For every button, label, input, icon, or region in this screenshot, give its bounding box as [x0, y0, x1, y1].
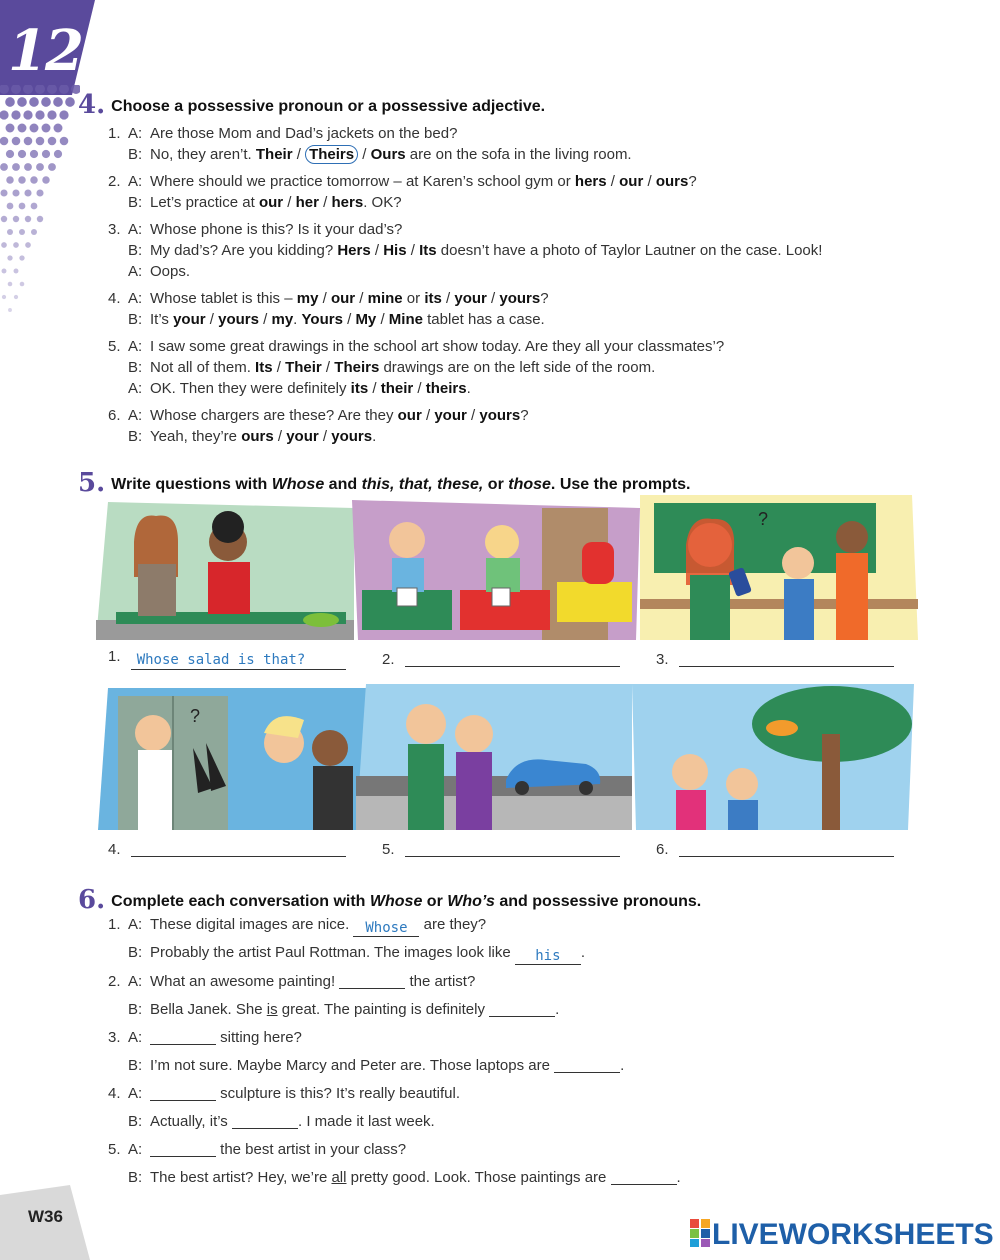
pattern-dot	[6, 124, 15, 133]
choice-option[interactable]: hers	[331, 194, 364, 211]
pattern-dot	[12, 137, 21, 146]
sentence-text: Complete each conversation with	[111, 893, 370, 910]
sentence-text: Where should we practice tomorrow – at Karen’s school gym or	[150, 173, 575, 190]
sentence-text: the best artist in your class?	[216, 1141, 407, 1158]
sentence-text: The best artist? Hey, we’re	[150, 1169, 332, 1186]
exercise-line	[108, 125, 457, 142]
picture-5-toy-car	[356, 684, 632, 830]
pattern-dot	[23, 85, 33, 94]
choice-option[interactable]: my	[271, 311, 294, 328]
choice-option[interactable]: our	[619, 173, 644, 190]
answer-3-number: 3.	[656, 651, 669, 668]
sentence-text: Whose	[271, 476, 325, 493]
sentence-text: Whose tablet is this –	[150, 290, 297, 307]
sentence-text: /	[370, 242, 384, 259]
picture-6-cat-in-tree	[632, 684, 914, 830]
speaker-label: B:	[128, 1113, 143, 1130]
sentence-text: pretty good. Look. Those paintings are	[346, 1169, 611, 1186]
pattern-dot	[14, 269, 19, 274]
answer-4-input[interactable]	[131, 838, 346, 857]
pattern-dot	[0, 137, 8, 146]
sentence-text: /	[406, 242, 420, 259]
pattern-dot	[19, 255, 24, 260]
choice-option[interactable]: Its	[255, 359, 273, 376]
sentence-text: /	[321, 359, 335, 376]
sentence-text: Write questions with	[111, 476, 272, 493]
pattern-dot	[35, 110, 44, 119]
exercise-line	[108, 944, 585, 965]
item-number: 5.	[108, 1141, 121, 1158]
exercise-line	[108, 1168, 681, 1186]
logo-text: LIVEWORKSHEETS	[712, 1218, 994, 1251]
speaker-label: A:	[128, 263, 143, 280]
speaker-label: B:	[128, 428, 143, 445]
pattern-dot	[53, 97, 63, 107]
pattern-dot	[0, 163, 8, 171]
sentence-text: /	[283, 194, 296, 211]
choice-option[interactable]: yours	[331, 428, 373, 445]
choice-option[interactable]: My	[355, 311, 377, 328]
exercise-line	[108, 311, 545, 328]
choice-option[interactable]: her	[295, 194, 319, 211]
item-number: 1.	[108, 125, 121, 142]
pattern-dot	[19, 203, 26, 210]
section-5-instruction	[111, 476, 690, 493]
speaker-label: B:	[128, 146, 143, 163]
pattern-dot	[65, 97, 75, 107]
speaker-label: B:	[128, 1001, 143, 1018]
pattern-dot	[42, 176, 49, 183]
choice-option[interactable]: ours	[655, 173, 689, 190]
pattern-dot	[2, 269, 7, 274]
speaker-label: B:	[128, 944, 143, 961]
exercise-line	[108, 146, 632, 163]
exercise-line	[108, 407, 529, 424]
pattern-dot	[41, 97, 51, 107]
sentence-text: Yeah, they’re	[150, 428, 242, 445]
speaker-label: A:	[128, 916, 143, 933]
sentence-text: .	[676, 1169, 681, 1186]
pattern-dot	[1, 216, 7, 222]
pattern-dot	[30, 124, 39, 133]
choice-option[interactable]: ours	[241, 428, 274, 445]
dot-pattern-decoration	[0, 85, 80, 320]
item-number: 3.	[108, 1029, 121, 1046]
answer-row-5	[382, 838, 620, 858]
sentence-text: .	[293, 311, 302, 328]
speaker-label: A:	[128, 973, 143, 990]
pattern-dot	[25, 242, 31, 248]
sentence-text: great. The painting is definitely	[277, 1001, 490, 1018]
sentence-text: . I made it last week.	[297, 1113, 435, 1130]
sentence-text: those	[508, 476, 551, 493]
pattern-dot	[12, 163, 20, 171]
speaker-label: B:	[128, 1057, 143, 1074]
choice-option[interactable]: Its	[419, 242, 437, 259]
speaker-label: A:	[128, 1085, 143, 1102]
sentence-text: I saw some great drawings in the school art show today. Are they all your classmates’?	[150, 338, 725, 355]
sentence-text: Whose phone is this? Is it your dad’s?	[150, 221, 403, 238]
picture-4-sneakers	[98, 688, 366, 830]
pattern-dot	[7, 255, 12, 260]
pattern-dot	[1, 242, 7, 248]
pattern-dot	[48, 163, 56, 171]
sentence-text: My dad’s? Are you kidding?	[150, 242, 338, 259]
sentence-text: /	[466, 407, 480, 424]
answer-blank[interactable]	[611, 1168, 677, 1185]
exercise-line	[108, 173, 697, 190]
pattern-dot	[54, 124, 63, 133]
choice-option[interactable]: your	[286, 428, 319, 445]
item-number: 4.	[108, 1085, 121, 1102]
exercise-line	[108, 428, 376, 445]
sentence-text: are on the sofa in the living room.	[405, 146, 632, 163]
sentence-text: Actually, it’s	[150, 1113, 232, 1130]
sentence-text: /	[421, 407, 435, 424]
sentence-text: ?	[540, 290, 549, 307]
speaker-label: B:	[128, 242, 143, 259]
pattern-dot	[13, 242, 19, 248]
sentence-text: /	[258, 311, 272, 328]
pattern-dot	[0, 85, 9, 94]
pattern-dot	[19, 229, 25, 235]
pattern-dot	[36, 189, 43, 196]
choice-option[interactable]: yours	[479, 407, 521, 424]
sentence-text: are they?	[419, 916, 487, 933]
exercise-line	[108, 242, 822, 259]
section-5-heading	[78, 468, 691, 498]
sentence-text: /	[441, 290, 455, 307]
section-5-number: 5.	[78, 468, 106, 498]
pattern-dot	[24, 189, 31, 196]
speaker-label: B:	[128, 359, 143, 376]
picture-2-classroom-desks	[352, 500, 640, 640]
pattern-dot	[25, 216, 31, 222]
item-number: 6.	[108, 407, 121, 424]
pattern-dot	[37, 216, 43, 222]
sentence-text: sculpture is this? It’s really beautiful.	[216, 1085, 461, 1102]
answer-blank[interactable]	[489, 1000, 555, 1017]
answer-1-input[interactable]: Whose salad is that?	[131, 652, 346, 670]
sentence-text: /	[376, 311, 389, 328]
speaker-label: A:	[128, 1029, 143, 1046]
answer-4-number: 4.	[108, 841, 121, 858]
pattern-dot	[20, 282, 25, 287]
exercise-line	[108, 1084, 460, 1102]
pattern-dot	[24, 163, 32, 171]
section-6-instruction	[111, 893, 701, 910]
choice-option[interactable]: theirs	[425, 380, 467, 397]
answer-row-1	[108, 648, 346, 670]
exercise-line	[108, 916, 486, 937]
sentence-text: I’m not sure. Maybe Marcy and Peter are. Those laptops are	[150, 1057, 555, 1074]
item-number: 5.	[108, 338, 121, 355]
choice-option[interactable]: your	[454, 290, 487, 307]
answer-row-3	[656, 648, 894, 668]
choice-option[interactable]: your	[173, 311, 206, 328]
logo-mark-icon	[690, 1219, 710, 1247]
answer-5-input[interactable]	[405, 838, 620, 857]
sentence-text: Who’s	[447, 893, 495, 910]
speaker-label: B:	[128, 194, 143, 211]
sentence-text: .	[555, 1001, 560, 1018]
choice-option[interactable]: Their	[285, 359, 322, 376]
exercise-line	[108, 338, 724, 355]
item-number: 3.	[108, 221, 121, 238]
sentence-text: /	[318, 194, 332, 211]
speaker-label: A:	[128, 125, 143, 142]
exercise-line	[108, 380, 471, 397]
sentence-text: is	[266, 1001, 278, 1018]
circled-choice[interactable]: Theirs	[305, 145, 358, 164]
pattern-dot	[48, 137, 57, 146]
choice-option[interactable]: its	[350, 380, 369, 397]
pattern-dot	[0, 189, 7, 196]
pattern-dot	[30, 176, 37, 183]
answer-blank[interactable]	[150, 1140, 216, 1157]
pattern-dot	[6, 150, 14, 158]
pattern-dot	[0, 110, 9, 119]
answer-blank[interactable]	[232, 1112, 298, 1129]
sentence-text: .	[580, 944, 586, 961]
choice-option[interactable]: yours	[499, 290, 541, 307]
pattern-dot	[30, 150, 38, 158]
item-number: 4.	[108, 290, 121, 307]
question-mark-3: ?	[758, 509, 769, 529]
exercise-line	[108, 1112, 435, 1130]
pattern-dot	[60, 137, 69, 146]
sentence-text: Whose	[369, 893, 423, 910]
sentence-text: doesn’t have a photo of Taylor Lautner on the case. Look!	[436, 242, 823, 259]
pattern-dot	[8, 282, 13, 287]
answer-blank[interactable]: his	[515, 948, 581, 965]
picture-3-phone	[640, 495, 918, 640]
pattern-dot	[29, 97, 39, 107]
pattern-dot	[36, 137, 45, 146]
sentence-text: /	[272, 359, 286, 376]
sentence-text: .	[466, 380, 471, 397]
pattern-dot	[5, 97, 15, 107]
choice-option[interactable]: my	[296, 290, 319, 307]
choice-option[interactable]: its	[424, 290, 442, 307]
sentence-text: OK. Then they were definitely	[150, 380, 351, 397]
answer-blank[interactable]	[554, 1056, 620, 1073]
answer-row-4	[108, 838, 346, 858]
pattern-dot	[8, 308, 12, 312]
sentence-text: and	[324, 476, 362, 493]
speaker-label: A:	[128, 380, 143, 397]
liveworksheets-logo[interactable]	[690, 1218, 994, 1252]
sentence-text: drawings are on the left side of the room.	[379, 359, 656, 376]
answer-blank[interactable]	[339, 972, 405, 989]
sentence-text: ?	[688, 173, 697, 190]
pattern-dot	[18, 150, 26, 158]
sentence-text: /	[292, 146, 306, 163]
choice-option[interactable]: our	[330, 290, 356, 307]
speaker-label: A:	[128, 173, 143, 190]
exercise-line	[108, 972, 475, 990]
sentence-text: the artist?	[405, 973, 476, 990]
sentence-text: /	[318, 428, 332, 445]
speaker-label: A:	[128, 407, 143, 424]
section-4-instruction: Choose a possessive pronoun or a possessive adjective.	[111, 98, 546, 115]
pattern-dot	[47, 85, 57, 94]
sentence-text: or	[483, 476, 509, 493]
sentence-text: ?	[520, 407, 529, 424]
exercise-line	[108, 1056, 624, 1074]
pattern-dot	[13, 216, 19, 222]
sentence-text: /	[358, 146, 371, 163]
choice-option[interactable]: Theirs	[334, 359, 380, 376]
pattern-dot	[18, 124, 27, 133]
exercise-line	[108, 1000, 559, 1018]
sentence-text: Let’s practice at	[150, 194, 259, 211]
sentence-text: Bella Janek. She	[150, 1001, 267, 1018]
pattern-dot	[11, 85, 21, 94]
sentence-text: What an awesome painting!	[150, 973, 340, 990]
item-number: 2.	[108, 973, 121, 990]
answer-6-number: 6.	[656, 841, 669, 858]
choice-option[interactable]: Mine	[388, 311, 423, 328]
pattern-dot	[54, 150, 62, 158]
choice-option[interactable]: our	[258, 194, 284, 211]
question-mark-4: ?	[190, 706, 201, 726]
pattern-dot	[6, 176, 13, 183]
pattern-dot	[31, 203, 38, 210]
page-code: W36	[28, 1207, 63, 1226]
item-number: 2.	[108, 173, 121, 190]
choice-option[interactable]: hers	[574, 173, 607, 190]
exercise-line	[108, 263, 190, 280]
sentence-text: tablet has a case.	[422, 311, 545, 328]
speaker-label: B:	[128, 311, 143, 328]
choice-option[interactable]: Their	[255, 146, 293, 163]
exercise-line	[108, 194, 402, 211]
sentence-text: all	[331, 1169, 347, 1186]
sentence-text: /	[606, 173, 620, 190]
choice-option[interactable]: their	[380, 380, 414, 397]
sentence-text: Probably the artist Paul Rottman. The images look like	[150, 944, 515, 961]
answer-row-2	[382, 648, 620, 668]
sentence-text: or	[422, 893, 448, 910]
sentence-text: Are those Mom and Dad’s jackets on the bed?	[150, 125, 458, 142]
sentence-text: /	[342, 311, 356, 328]
choice-option[interactable]: His	[383, 242, 407, 259]
sentence-text: Not all of them.	[150, 359, 256, 376]
exercise-line	[108, 221, 402, 238]
unit-number: 12	[8, 18, 82, 84]
sentence-text: . OK?	[363, 194, 402, 211]
speaker-label: A:	[128, 338, 143, 355]
sentence-text: and possessive pronouns.	[494, 893, 702, 910]
pattern-dot	[24, 137, 33, 146]
answer-1-number: 1.	[108, 648, 121, 665]
item-number: 1.	[108, 916, 121, 933]
sentence-text: .	[372, 428, 377, 445]
pattern-dot	[35, 85, 45, 94]
sentence-text: It’s	[150, 311, 174, 328]
sentence-text: Whose chargers are these? Are they	[150, 407, 398, 424]
answer-2-number: 2.	[382, 651, 395, 668]
sentence-text: or	[402, 290, 425, 307]
section-4-number: 4.	[78, 90, 106, 120]
exercise-line	[108, 1028, 302, 1046]
answer-blank[interactable]: Whose	[353, 920, 419, 937]
sentence-text: /	[205, 311, 219, 328]
speaker-label: B:	[128, 1169, 143, 1186]
pattern-dot	[59, 110, 68, 119]
exercise-line	[108, 290, 549, 307]
section-4-heading	[78, 90, 545, 120]
answer-2-input[interactable]	[405, 648, 620, 667]
answer-6-input[interactable]	[679, 838, 894, 857]
sentence-text: this, that, these,	[361, 476, 484, 493]
choice-option[interactable]: Hers	[337, 242, 371, 259]
answer-5-number: 5.	[382, 841, 395, 858]
sentence-text: /	[643, 173, 656, 190]
choice-option[interactable]: our	[397, 407, 422, 424]
section-6-heading	[78, 885, 701, 915]
pattern-dot	[18, 176, 25, 183]
choice-option[interactable]: Ours	[370, 146, 406, 163]
pattern-dot	[7, 203, 14, 210]
exercise-line	[108, 359, 655, 376]
sentence-text: /	[368, 380, 381, 397]
sentence-text: These digital images are nice.	[150, 916, 354, 933]
pattern-dot	[36, 163, 44, 171]
pattern-dot	[42, 150, 50, 158]
answer-row-6	[656, 838, 894, 858]
section-6-number: 6.	[78, 885, 106, 915]
sentence-text: Oops.	[150, 263, 191, 280]
exercise-line	[108, 1140, 406, 1158]
pattern-dot	[42, 124, 51, 133]
choice-option[interactable]: yours	[218, 311, 259, 328]
picture-1-salad	[96, 502, 356, 640]
pattern-dot	[14, 295, 18, 299]
sentence-text: /	[486, 290, 500, 307]
speaker-label: A:	[128, 1141, 143, 1158]
sentence-text: .	[620, 1057, 625, 1074]
speaker-label: A:	[128, 290, 143, 307]
pattern-dot	[7, 229, 13, 235]
sentence-text: sitting here?	[216, 1029, 302, 1046]
choice-option[interactable]: your	[434, 407, 467, 424]
sentence-text: No, they aren’t.	[150, 146, 256, 163]
answer-blank[interactable]	[150, 1028, 216, 1045]
sentence-text: /	[413, 380, 426, 397]
speaker-label: A:	[128, 221, 143, 238]
choice-option[interactable]: mine	[367, 290, 403, 307]
answer-3-input[interactable]	[679, 648, 894, 667]
pattern-dot	[23, 110, 32, 119]
pattern-dot	[12, 189, 19, 196]
pattern-dot	[2, 295, 6, 299]
pattern-dot	[31, 229, 37, 235]
pattern-dot	[47, 110, 56, 119]
sentence-text: /	[318, 290, 331, 307]
choice-option[interactable]: Yours	[301, 311, 343, 328]
pattern-dot	[59, 85, 69, 94]
sentence-text: /	[273, 428, 287, 445]
pattern-dot	[17, 97, 27, 107]
answer-blank[interactable]	[150, 1084, 216, 1101]
pattern-dot	[11, 110, 20, 119]
sentence-text: . Use the prompts.	[550, 476, 691, 493]
sentence-text: /	[355, 290, 368, 307]
